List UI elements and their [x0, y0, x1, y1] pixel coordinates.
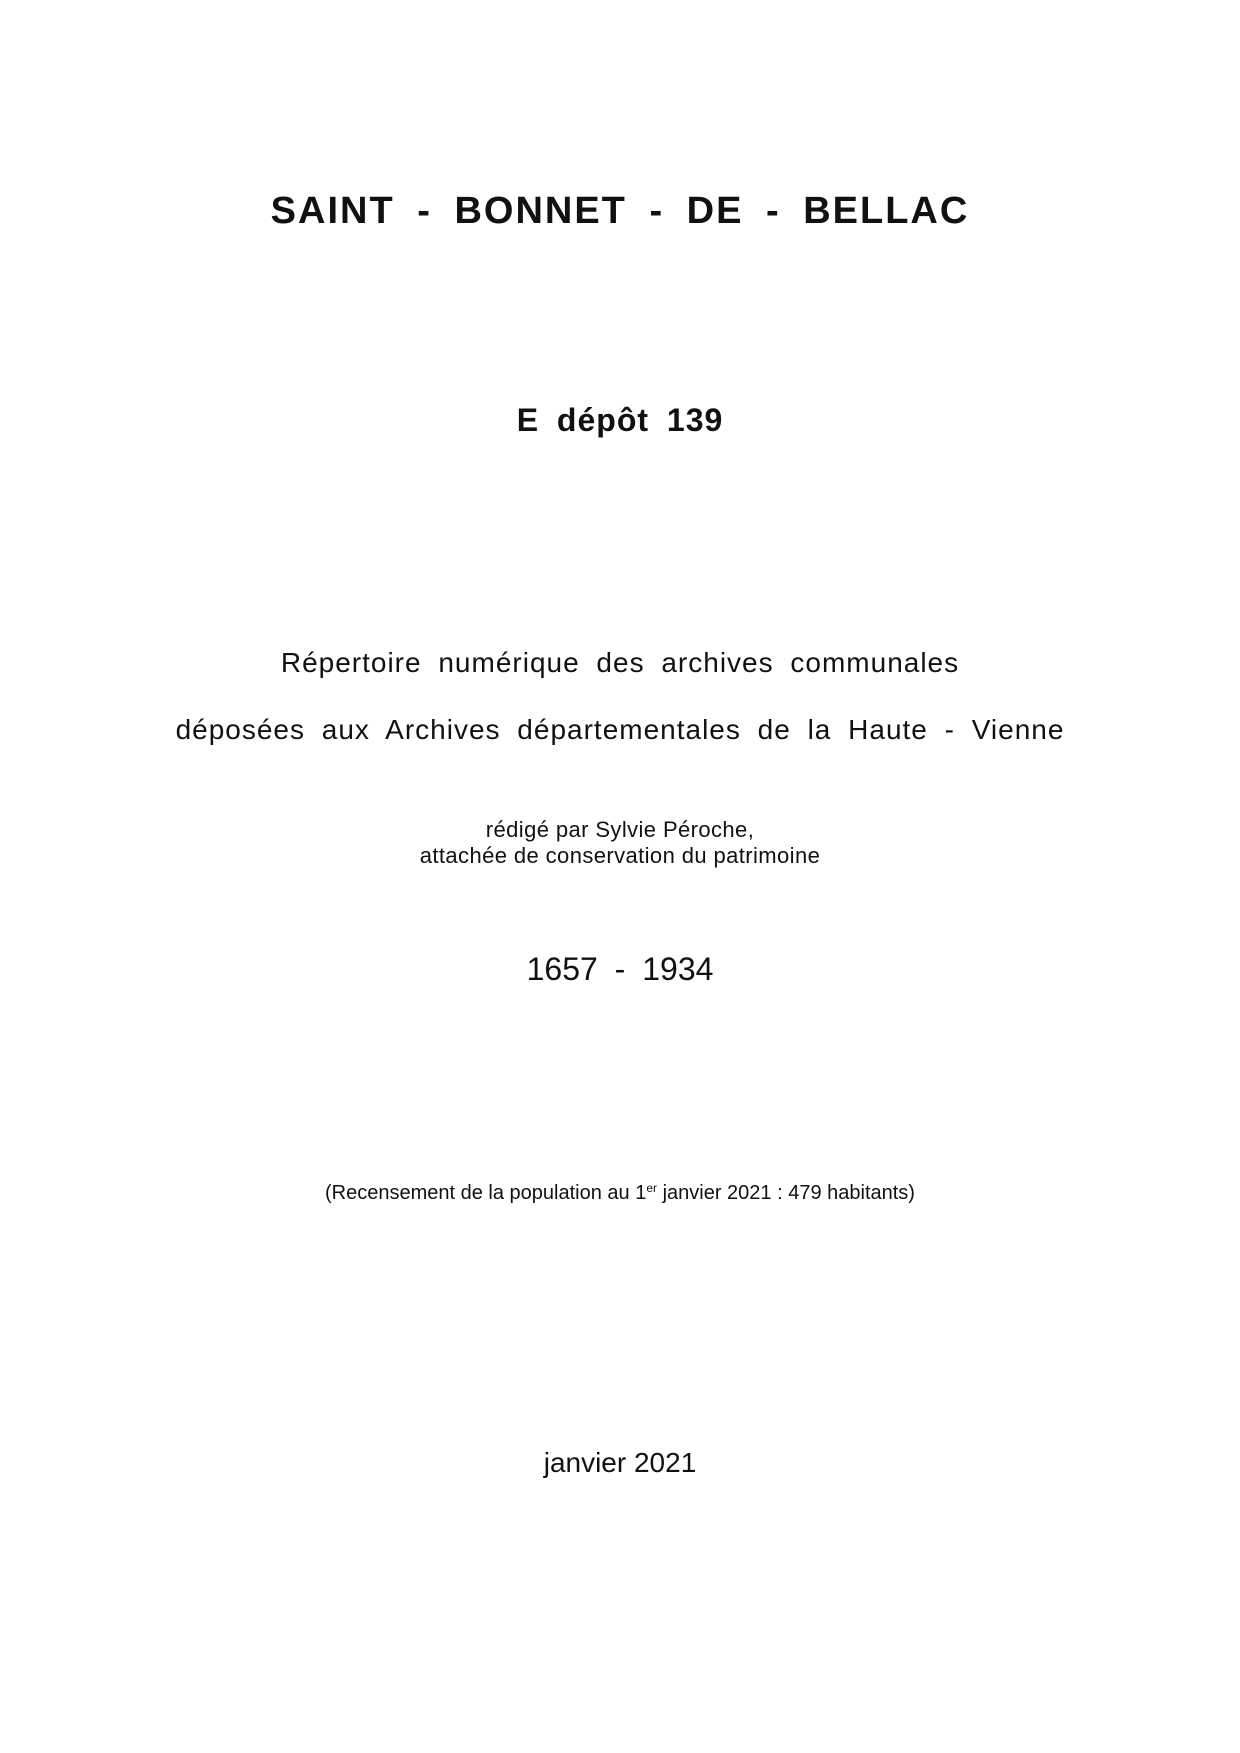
census-superscript: er	[646, 1181, 658, 1195]
census-suffix: janvier 2021 : 479 habitants)	[657, 1182, 915, 1204]
author-name: rédigé par Sylvie Péroche,	[485, 817, 755, 842]
subtitle-line-2: déposées aux Archives départementales de la Haute - Vienne	[175, 714, 1065, 745]
subtitle-line-1: Répertoire numérique des archives communales	[280, 647, 960, 678]
depot-reference: E dépôt 139	[516, 402, 724, 438]
commune-title: SAINT - BONNET - DE - BELLAC	[270, 190, 970, 232]
census-prefix: (Recensement de la population au 1	[325, 1182, 647, 1204]
issue-date: janvier 2021	[543, 1447, 697, 1478]
author-title: attachée de conservation du patrimoine	[419, 843, 821, 868]
population-census-note	[0, 1182, 1240, 1205]
date-range: 1657 - 1934	[526, 951, 714, 987]
